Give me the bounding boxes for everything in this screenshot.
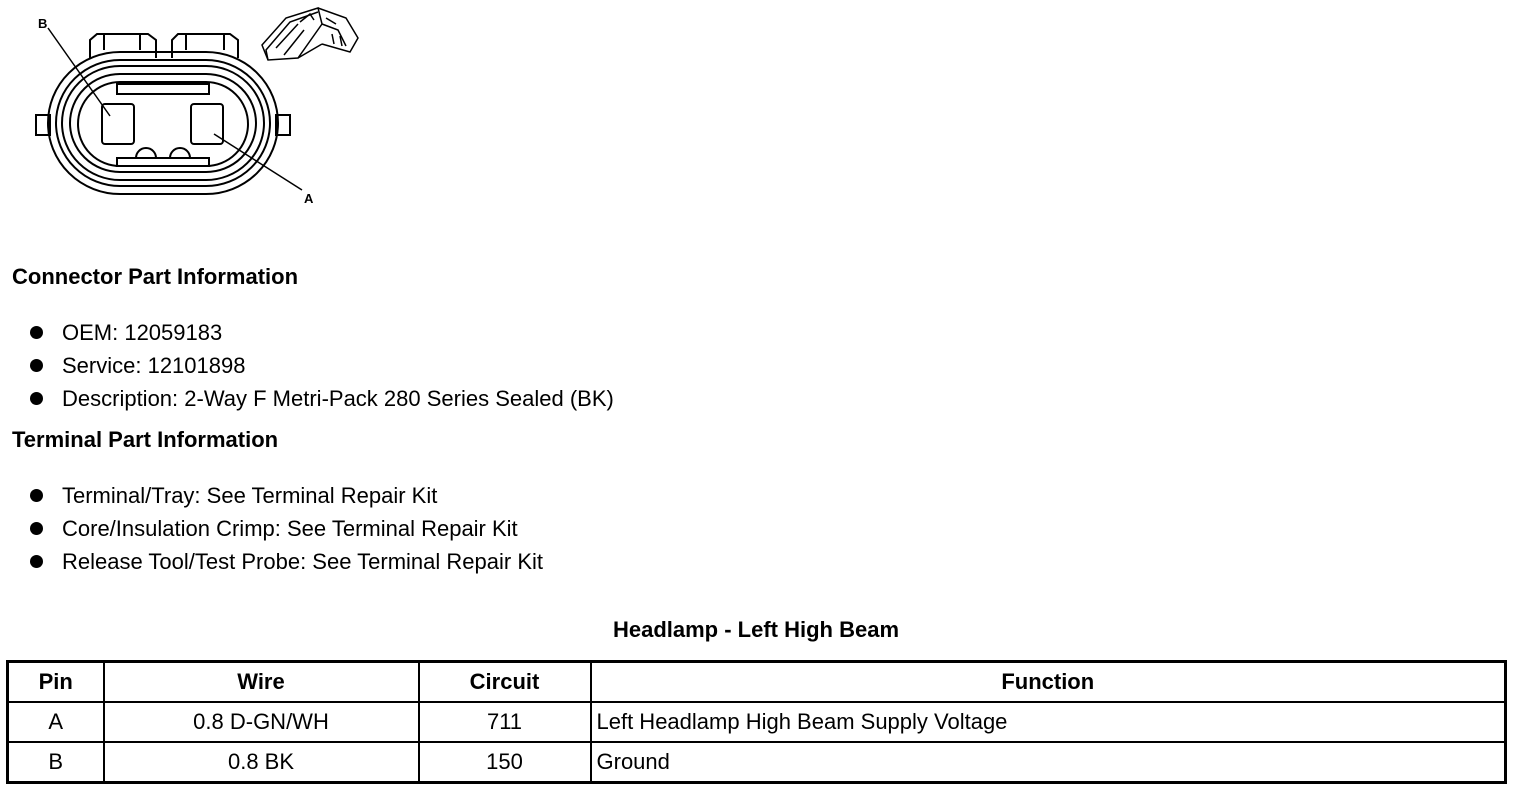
bullet-icon — [30, 522, 43, 535]
pin-cell: A — [8, 702, 104, 742]
connector-shell-ring-1 — [56, 60, 270, 186]
column-header-function: Function — [591, 662, 1506, 703]
bullet-icon — [30, 555, 43, 568]
list-item — [0, 512, 543, 545]
terminal-cavity-a — [191, 104, 223, 144]
top-latch-tabs — [90, 34, 238, 58]
column-header-circuit: Circuit — [419, 662, 591, 703]
list-item — [0, 382, 614, 415]
circuit-cell: 711 — [419, 702, 591, 742]
bullet-icon — [30, 359, 43, 372]
terminal-info-heading: Terminal Part Information — [12, 427, 279, 452]
oem-part-number: OEM: 12059183 — [62, 320, 223, 345]
wire-cell: 0.8 D-GN/WH — [104, 702, 419, 742]
table-row — [8, 742, 1506, 783]
top-key-bar — [117, 84, 209, 94]
release-tool-test-probe: Release Tool/Test Probe: See Terminal Repair Kit — [62, 549, 543, 574]
connector-info-list — [0, 316, 614, 415]
wire-cell: 0.8 BK — [104, 742, 419, 783]
list-item — [0, 545, 543, 578]
bullet-icon — [30, 489, 43, 502]
column-header-pin: Pin — [8, 662, 104, 703]
bullet-icon — [30, 326, 43, 339]
terminal-cavity-b — [102, 104, 134, 144]
circuit-cell: 150 — [419, 742, 591, 783]
table-row — [8, 702, 1506, 742]
function-cell: Left Headlamp High Beam Supply Voltage — [591, 702, 1506, 742]
connector-description: Description: 2-Way F Metri-Pack 280 Series Sealed (BK) — [62, 386, 614, 411]
list-item — [0, 479, 543, 512]
bottom-key-bar — [117, 148, 209, 166]
connector-thumbnail — [262, 8, 358, 60]
bullet-icon — [30, 392, 43, 405]
core-insulation-crimp: Core/Insulation Crimp: See Terminal Repair Kit — [62, 516, 518, 541]
connector-info-heading: Connector Part Information — [12, 264, 299, 289]
list-item — [0, 316, 614, 349]
service-part-number: Service: 12101898 — [62, 353, 246, 378]
terminal-info-list — [0, 479, 543, 578]
connector-face-diagram — [0, 0, 380, 215]
column-header-wire: Wire — [104, 662, 419, 703]
pin-cell: B — [8, 742, 104, 783]
table-title: Headlamp - Left High Beam — [612, 617, 900, 642]
callout-line-b — [48, 28, 110, 116]
function-cell: Ground — [591, 742, 1506, 783]
list-item — [0, 349, 614, 382]
table-header-row — [8, 662, 1506, 703]
pinout-table — [6, 660, 1507, 784]
callout-b: B — [38, 16, 48, 31]
terminal-tray: Terminal/Tray: See Terminal Repair Kit — [62, 483, 438, 508]
callout-a: A — [304, 191, 314, 206]
